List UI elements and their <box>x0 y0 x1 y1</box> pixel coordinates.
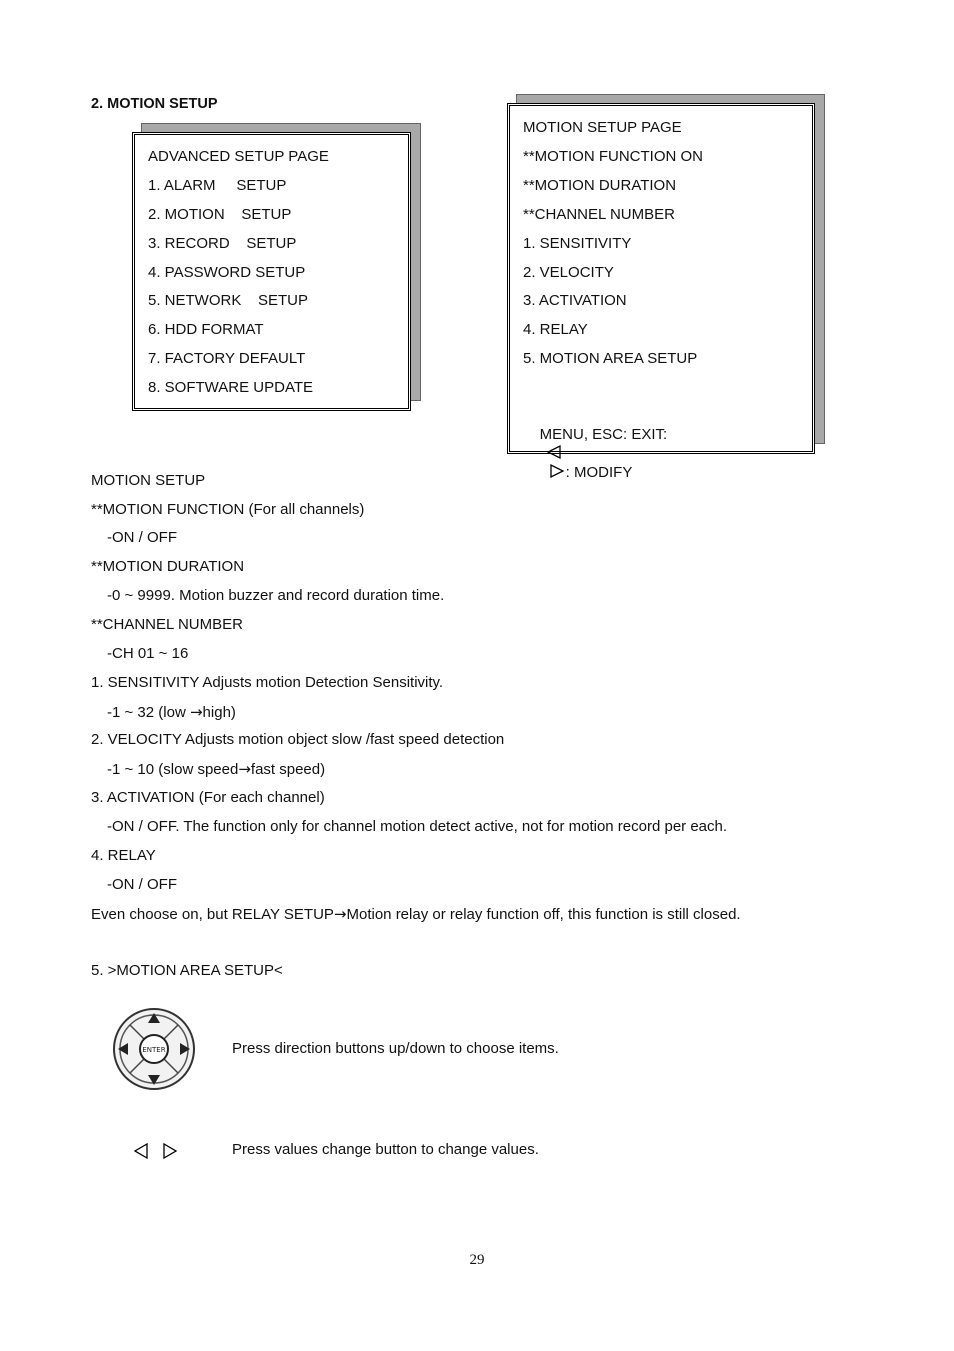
advanced-menu-item[interactable]: 1. ALARM SETUP <box>148 177 287 194</box>
relay-value: -ON / OFF <box>107 876 177 893</box>
advanced-menu-item[interactable]: 4. PASSWORD SETUP <box>148 264 306 281</box>
motion-menu-item[interactable]: 3. ACTIVATION <box>523 292 627 309</box>
dpad-icon <box>112 1005 208 1093</box>
motion-function-value: -ON / OFF <box>107 529 177 546</box>
motion-duration-label: **MOTION DURATION <box>91 558 245 575</box>
advanced-menu-item[interactable]: 6. HDD FORMAT <box>148 321 264 338</box>
right-triangle-icon <box>548 463 566 479</box>
advanced-menu-item[interactable]: 7. FACTORY DEFAULT <box>148 350 306 367</box>
value-hint: Press values change button to change values. <box>232 1141 539 1158</box>
direction-hint: Press direction buttons up/down to choose items. <box>232 1040 559 1057</box>
right-arrow-icon: → <box>189 703 203 721</box>
left-triangle-icon <box>132 1142 150 1160</box>
activation-value: -ON / OFF. The function only for channel motion detect active, not for motion record per each. <box>107 818 728 835</box>
motion-menu-title: MOTION SETUP PAGE <box>523 119 682 136</box>
motion-menu-footer <box>523 408 667 500</box>
motion-function-label: **MOTION FUNCTION (For all channels) <box>91 501 365 518</box>
sensitivity-value: -1 ~ 32 (low →high) <box>107 703 236 721</box>
right-triangle-icon <box>161 1142 179 1160</box>
velocity-label: 2. VELOCITY Adjusts motion object slow /fast speed detection <box>91 731 505 748</box>
motion-menu-item[interactable]: 4. RELAY <box>523 321 588 338</box>
motion-duration-value: -0 ~ 9999. Motion buzzer and record duration time. <box>107 587 445 604</box>
relay-label: 4. RELAY <box>91 847 156 864</box>
advanced-menu-item[interactable]: 8. SOFTWARE UPDATE <box>148 379 314 396</box>
relay-note: Even choose on, but RELAY SETUP→Motion relay or relay function off, this function is still closed. <box>91 905 741 923</box>
motion-menu-footer-exit: MENU, ESC: EXIT: <box>539 426 668 443</box>
left-triangle-icon <box>545 444 563 460</box>
motion-setup-title: MOTION SETUP <box>91 472 206 489</box>
advanced-menu-title: ADVANCED SETUP PAGE <box>148 148 329 165</box>
dpad-center-label: ENTER <box>142 1046 166 1054</box>
motion-menu-item[interactable]: 2. VELOCITY <box>523 264 614 281</box>
section-heading: 2. MOTION SETUP <box>91 96 218 112</box>
activation-label: 3. ACTIVATION (For each channel) <box>91 789 325 806</box>
advanced-menu-item[interactable]: 5. NETWORK SETUP <box>148 292 309 309</box>
right-arrow-icon: → <box>333 905 347 923</box>
page-number: 29 <box>469 1252 485 1268</box>
motion-area-label: 5. >MOTION AREA SETUP< <box>91 962 283 979</box>
motion-menu-item[interactable]: 1. SENSITIVITY <box>523 235 632 252</box>
advanced-menu-item[interactable]: 3. RECORD SETUP <box>148 235 297 252</box>
channel-number-label: **CHANNEL NUMBER <box>91 616 243 633</box>
motion-menu-item[interactable]: **MOTION DURATION <box>523 177 677 194</box>
advanced-menu-item[interactable]: 2. MOTION SETUP <box>148 206 292 223</box>
channel-number-value: -CH 01 ~ 16 <box>107 645 189 662</box>
velocity-value: -1 ~ 10 (slow speed→fast speed) <box>107 760 326 778</box>
motion-menu-footer-modify: : MODIFY <box>565 464 633 481</box>
right-arrow-icon: → <box>238 760 251 778</box>
motion-menu-item[interactable]: **CHANNEL NUMBER <box>523 206 675 223</box>
motion-menu-item[interactable]: **MOTION FUNCTION ON <box>523 148 703 165</box>
motion-menu-item[interactable]: 5. MOTION AREA SETUP <box>523 350 698 367</box>
sensitivity-label: 1. SENSITIVITY Adjusts motion Detection Sensitivity. <box>91 674 444 691</box>
